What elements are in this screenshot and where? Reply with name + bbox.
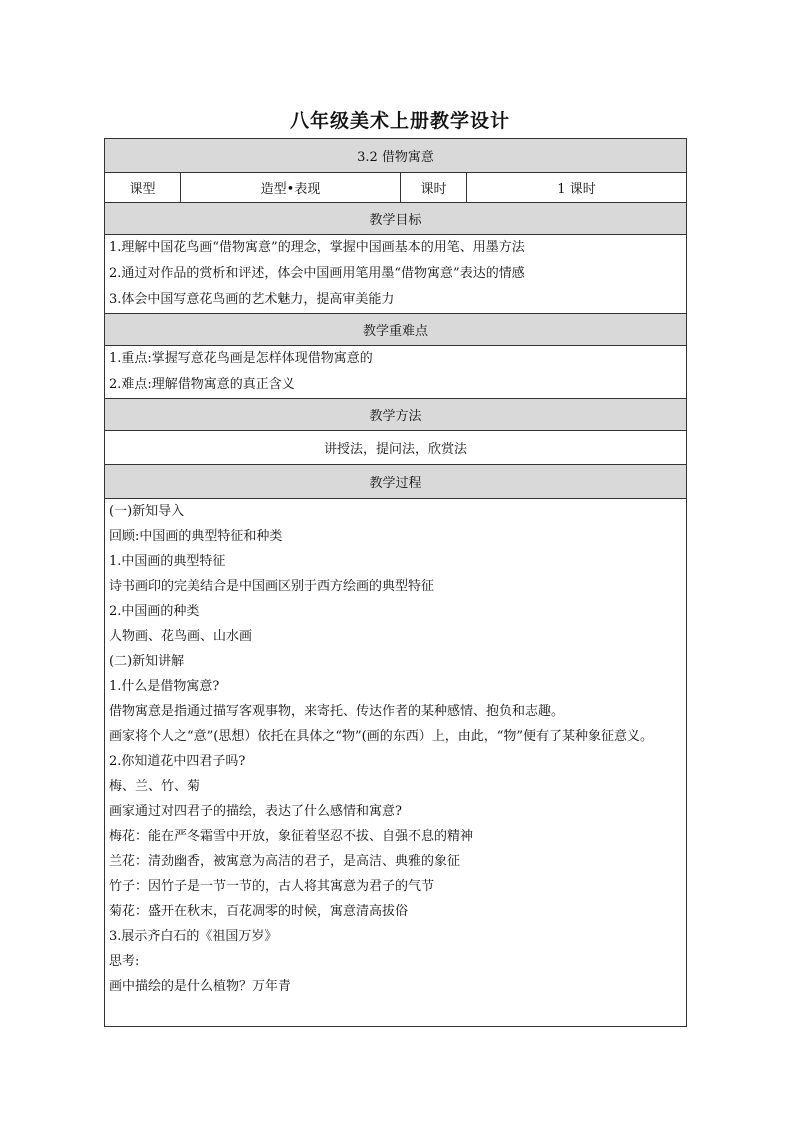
process-line: 画中描绘的是什么植物？万年青 — [109, 979, 292, 994]
objective-item: 3.体会中国写意花鸟画的艺术魅力，提高审美能力 — [109, 292, 395, 307]
key-points-heading-row — [105, 314, 687, 346]
process-line: 竹子：因竹子是一节一节的，古人将其寓意为君子的气节 — [109, 879, 435, 894]
key-point-item: 1.重点:掌握写意花鸟画是怎样体现借物寓意的 — [109, 351, 373, 366]
document-title: 八年级美术上册教学设计 — [289, 110, 510, 132]
objectives-heading: 教学目标 — [105, 203, 687, 235]
process-line: 菊花：盛开在秋末，百花凋零的时候，寓意清高拔俗 — [109, 904, 409, 919]
process-line: 2.中国画的种类 — [109, 604, 200, 619]
methods-row — [105, 431, 687, 465]
objective-item: 2.通过对作品的赏析和评述，体会中国画用笔用墨“借物寓意”表达的情感 — [109, 266, 525, 281]
key-points-heading: 教学重难点 — [105, 314, 687, 346]
lesson-title: 3.2 借物寓意 — [105, 139, 687, 173]
process-heading: 教学过程 — [105, 465, 687, 499]
process-line: 1.中国画的典型特征 — [109, 554, 226, 569]
process-line: 借物寓意是指通过描写客观事物，来寄托、传达作者的某种感情、抱负和志趣。 — [109, 704, 565, 719]
process-line: 2.你知道花中四君子吗? — [109, 754, 246, 769]
methods-heading-row — [105, 399, 687, 431]
process-heading-row — [105, 465, 687, 499]
methods-text: 讲授法，提问法，欣赏法 — [105, 431, 687, 465]
process-line: 画家通过对四君子的描绘，表达了什么感情和寓意? — [109, 804, 402, 819]
type-value: 造型•表现 — [181, 173, 401, 203]
process-line: 3.展示齐白石的《祖国万岁》 — [109, 929, 278, 944]
key-point-item: 2.难点:理解借物寓意的真正含义 — [109, 377, 295, 392]
process-row — [105, 499, 687, 1027]
methods-heading: 教学方法 — [105, 399, 687, 431]
process-line: 1.什么是借物寓意? — [109, 679, 220, 694]
process-line: (一)新知导入 — [109, 504, 185, 519]
hours-label: 课时 — [401, 173, 467, 203]
process-line: 人物画、花鸟画、山水画 — [109, 629, 253, 644]
type-label: 课型 — [105, 173, 181, 203]
process-line: 诗书画印的完美结合是中国画区别于西方绘画的典型特征 — [109, 579, 435, 594]
objectives-heading-row — [105, 203, 687, 235]
process-line: 思考: — [109, 954, 140, 969]
objectives-row — [105, 235, 687, 314]
process-line: 梅花：能在严冬霜雪中开放，象征着坚忍不拔、自强不息的精神 — [109, 829, 474, 844]
process-line: 回顾:中国画的典型特征和种类 — [109, 529, 283, 544]
process-line: 梅、兰、竹、菊 — [109, 779, 201, 794]
objectives-list — [105, 235, 687, 314]
lesson-plan-table — [104, 138, 687, 1027]
process-list — [105, 499, 687, 1027]
key-points-list — [105, 346, 687, 399]
objective-item: 1.理解中国花鸟画“借物寓意”的理念，掌握中国画基本的用笔、用墨方法 — [109, 240, 525, 255]
lesson-info-row — [105, 173, 687, 203]
key-points-row — [105, 346, 687, 399]
process-line: (二)新知讲解 — [109, 654, 185, 669]
process-line: 兰花：清劲幽香，被寓意为高洁的君子，是高洁、典雅的象征 — [109, 854, 461, 869]
hours-value: 1 课时 — [467, 173, 687, 203]
process-line: 画家将个人之“意”(思想）依托在具体之“物”(画的东西）上，由此，“物”便有了某种象征意义。 — [109, 729, 654, 744]
lesson-title-row — [105, 139, 687, 173]
